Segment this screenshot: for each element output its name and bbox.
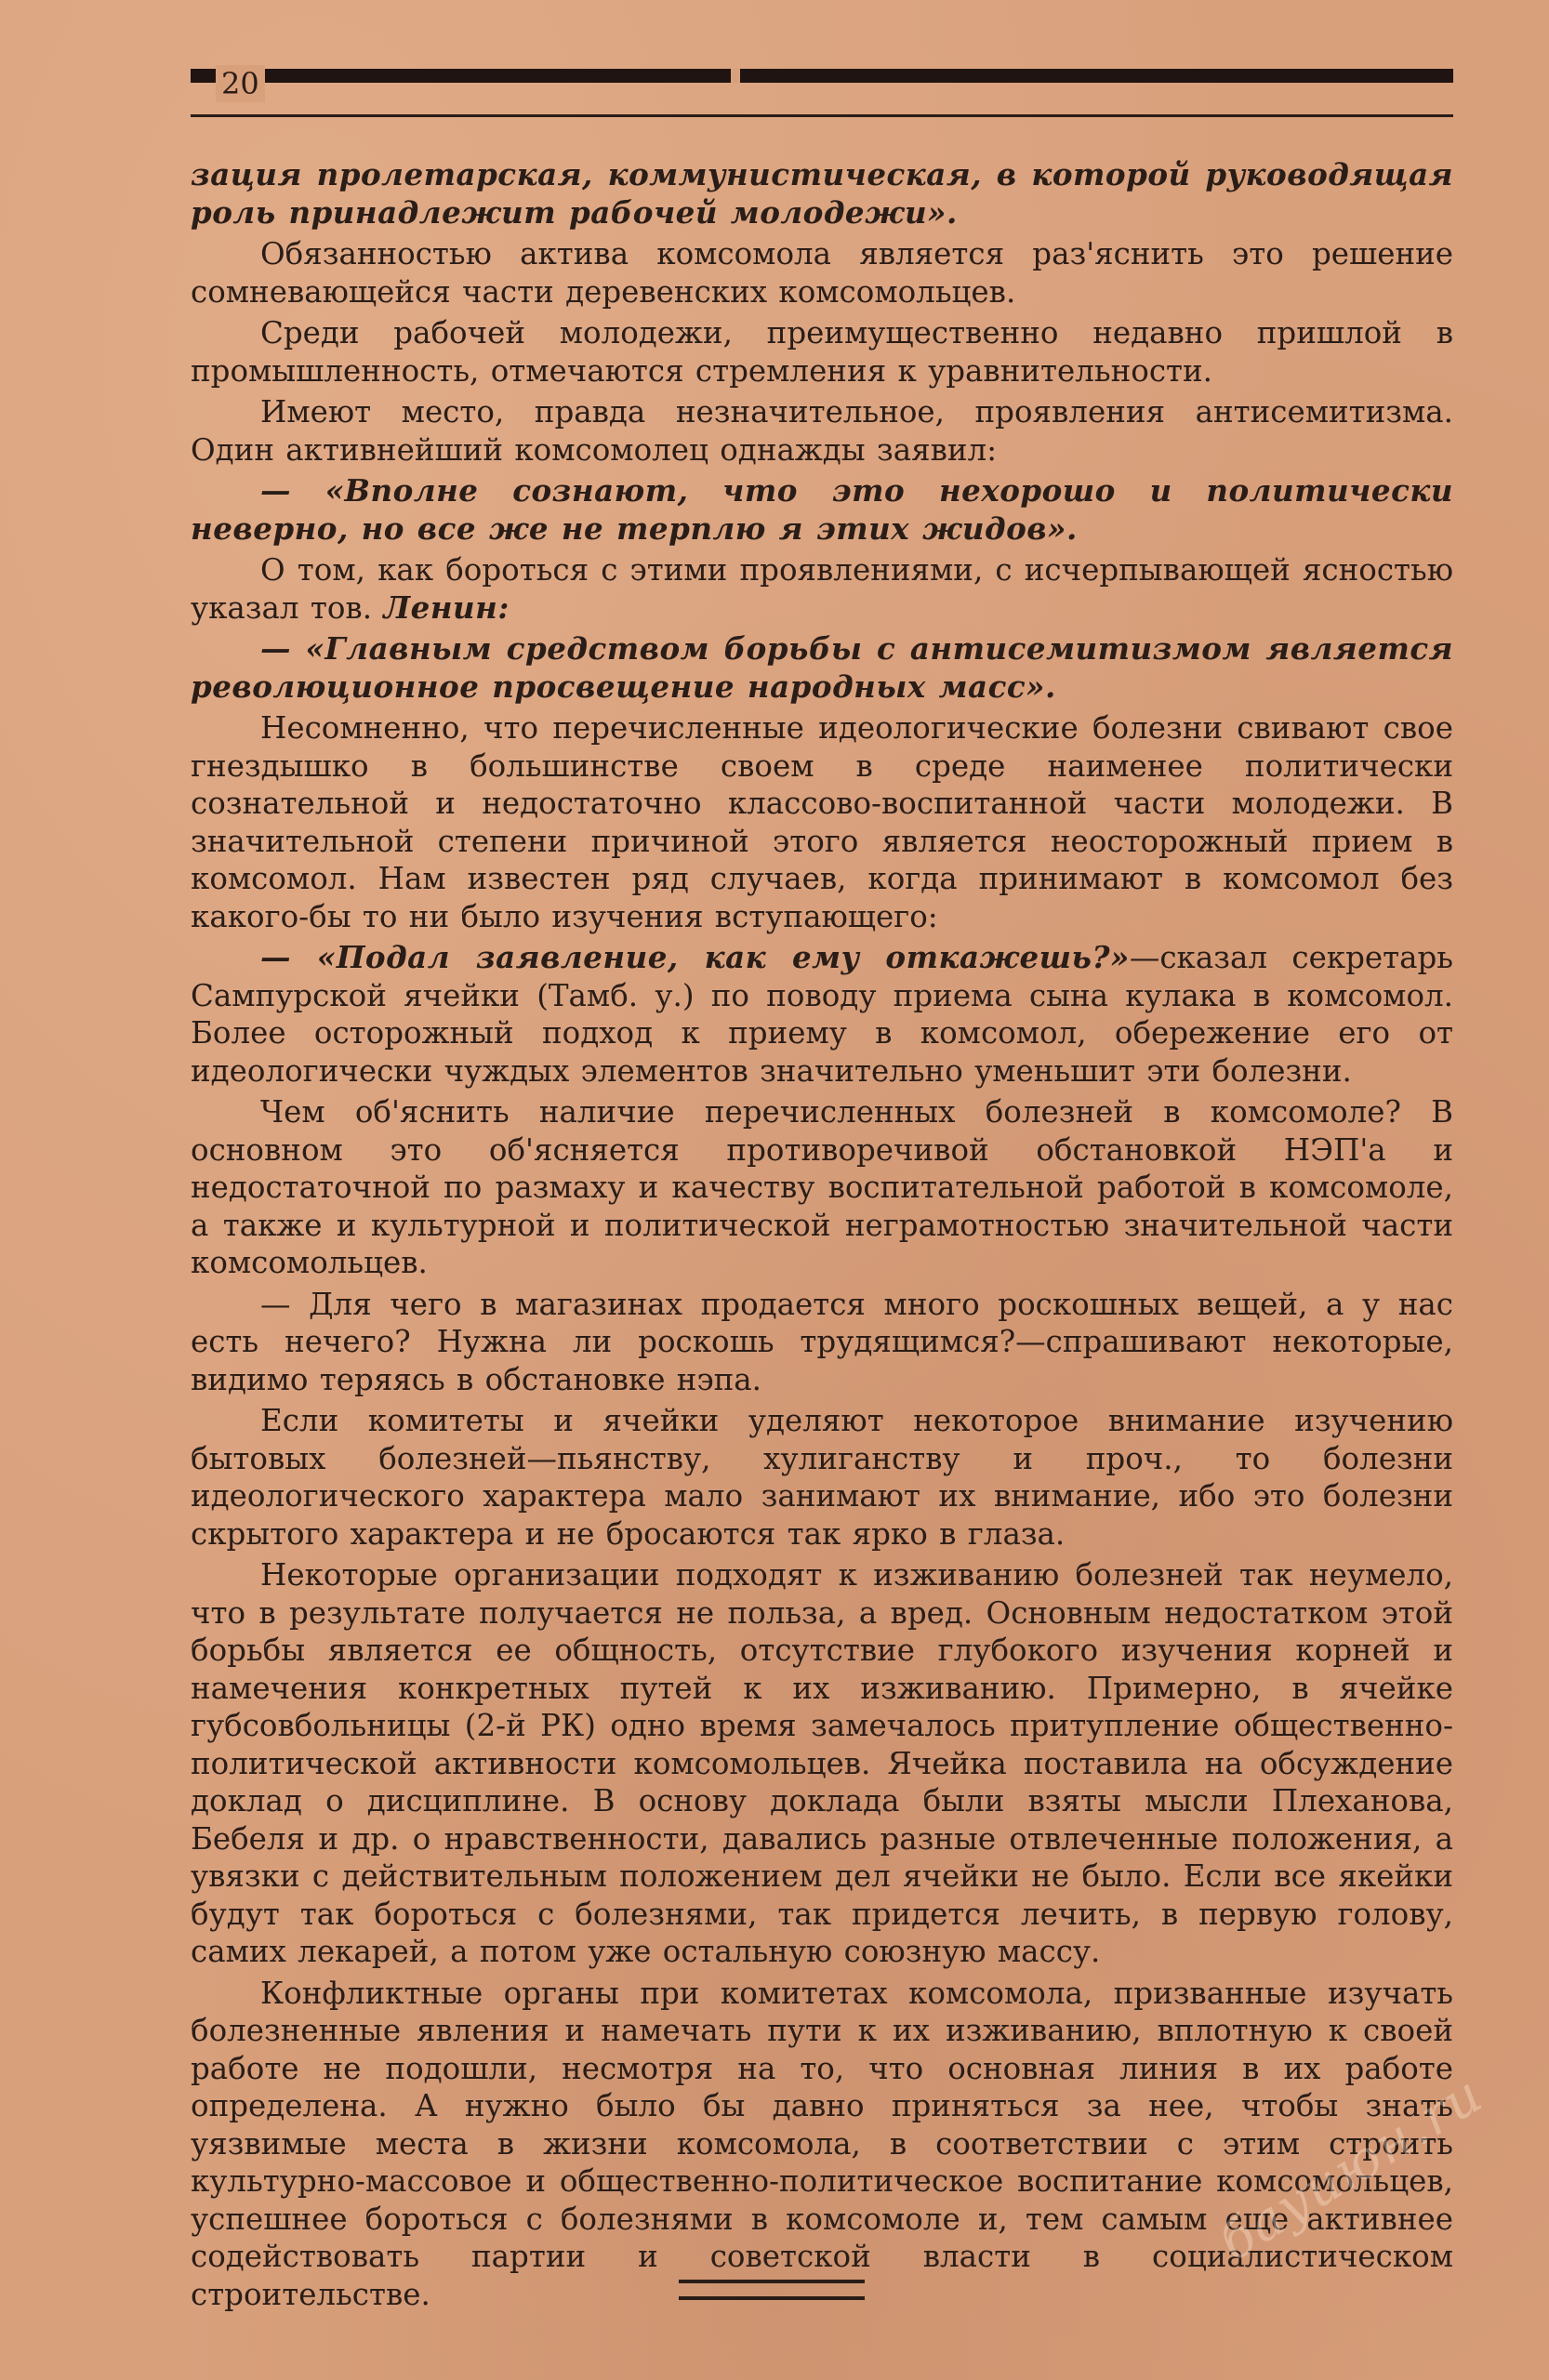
paragraph-8: Несомненно, что перечисленные идеологические болезни свивают свое гнездышко в большинстве своем в среде наименее политически сознательной и недостаточно классово-воспитанной части молодежи. В значительной степени причиной этого является неосторожный прием в комсомол. Нам известен ряд случаев, когда принимают в комсомол без какого-бы то ни было изучения вступающего: xyxy=(191,710,1453,934)
paragraph-1: зация пролетарская, коммунистическая, в которой руководящая роль принадлежит рабочей молодежи». xyxy=(191,156,1453,231)
footer-rule-bottom xyxy=(679,2296,865,2300)
paragraph-2: Обязанностью актива комсомола является раз'яснить это решение сомневающейся части деревенских комсомольцев. xyxy=(191,236,1453,310)
quote-lenin: — «Главным средством борьбы с антисемитизмом является революционное просвещение народных масс». xyxy=(191,630,1453,705)
paragraph-9-text: —сказал секретарь Сампурской ячейки (Тамб. у.) по поводу приема сына кулака в комсомол. Более осторожный подход к приему в комсомол, обережение его от идеологически чуждых элементов значительно уменьшит эти болезни. xyxy=(191,940,1454,1089)
lenin-name: Ленин: xyxy=(383,588,510,626)
paragraph-4: Имеют место, правда незначительное, проявления антисемитизма. Один активнейший комсомолец однажды заявил: xyxy=(191,394,1453,468)
header-rule-thick xyxy=(191,69,1453,83)
paragraph-3: Среди рабочей молодежи, преимущественно недавно пришлой в промышленность, отмечаются стремления к уравнительности. xyxy=(191,315,1453,389)
paragraph-lenin xyxy=(191,551,1453,627)
paragraph-lenin-text: О том, как бороться с этими проявлениями, с исчерпывающей ясностью указал тов. xyxy=(191,552,1453,626)
header-rule-thin xyxy=(191,114,1453,117)
watermark: бауиюн.ru xyxy=(1209,2063,1494,2274)
paragraph-11: — Для чего в магазинах продается много роскошных вещей, а у нас есть нечего? Нужна ли роскошь трудящимся?—спрашивают некоторые, видимо теряясь в обстановке нэпа. xyxy=(191,1286,1453,1397)
quote-antisemitism: — «Вполне сознают, что это нехорошо и политически неверно, но все же не терплю я этих жидов». xyxy=(191,472,1453,547)
paragraph-13: Некоторые организации подходят к изживанию болезней так неумело, что в результате получается не польза, а вред. Основным недостатком этой борьбы является ее общность, отсутствие глубокого изучения корней и намечения конкретных путей к их изживанию. Примерно, в ячейке губсовбольницы (2-й РК) одно время замечалось притупление общественно-политической активности комсомольцев. Ячейка поставила на обсуждение доклад о дисциплине. В основу доклада были взяты мысли Плеханова, Бебеля и др. о нравственности, давались разные отвлеченные положения, а увязки с действительным положением дел ячейки не было. Если все якейки будут так бороться с болезнями, так придется лечить, в первую голову, самих лекарей, а потом уже остальную союзную массу. xyxy=(191,1557,1453,1969)
page-text xyxy=(191,156,1453,2317)
paragraph-10: Чем об'яснить наличие перечисленных болезней в комсомоле? В основном это об'ясняется противоречивой обстановкой НЭП'а и недостаточной по размаху и качеству воспитательной работой в комсомоле, а также и культурной и политической неграмотностью значительной части комсомольцев. xyxy=(191,1094,1453,1280)
quote-secretary: — «Подал заявление, как ему откажешь?» xyxy=(260,939,1130,975)
paragraph-14: Конфликтные органы при комитетах комсомола, призванные изучать болезненные явления и намечать пути к их изживанию, вплотную к своей работе не подошли, несмотря на то, что основная линия в их работе определена. А нужно было бы давно приняться за нее, чтобы знать уязвимые места в жизни комсомола, в соответствии с этим строить культурно-массовое и общественно-политическое воспитание комсомольцев, успешнее бороться с болезнями в комсомоле и, тем самым еще активнее содействовать партии и советской власти в социалистическом строительстве. xyxy=(191,1975,1453,2312)
footer-rule-top xyxy=(679,2280,865,2283)
paragraph-12: Если комитеты и ячейки уделяют некоторое внимание изучению бытовых болезней—пьянству, хулиганству и проч., то болезни идеологического характера мало занимают их внимание, ибо это болезни скрытого характера и не бросаются так ярко в глаза. xyxy=(191,1403,1453,1552)
page-number: 20 xyxy=(216,65,265,102)
paragraph-9 xyxy=(191,939,1453,1090)
header-rule-gap xyxy=(731,69,740,83)
